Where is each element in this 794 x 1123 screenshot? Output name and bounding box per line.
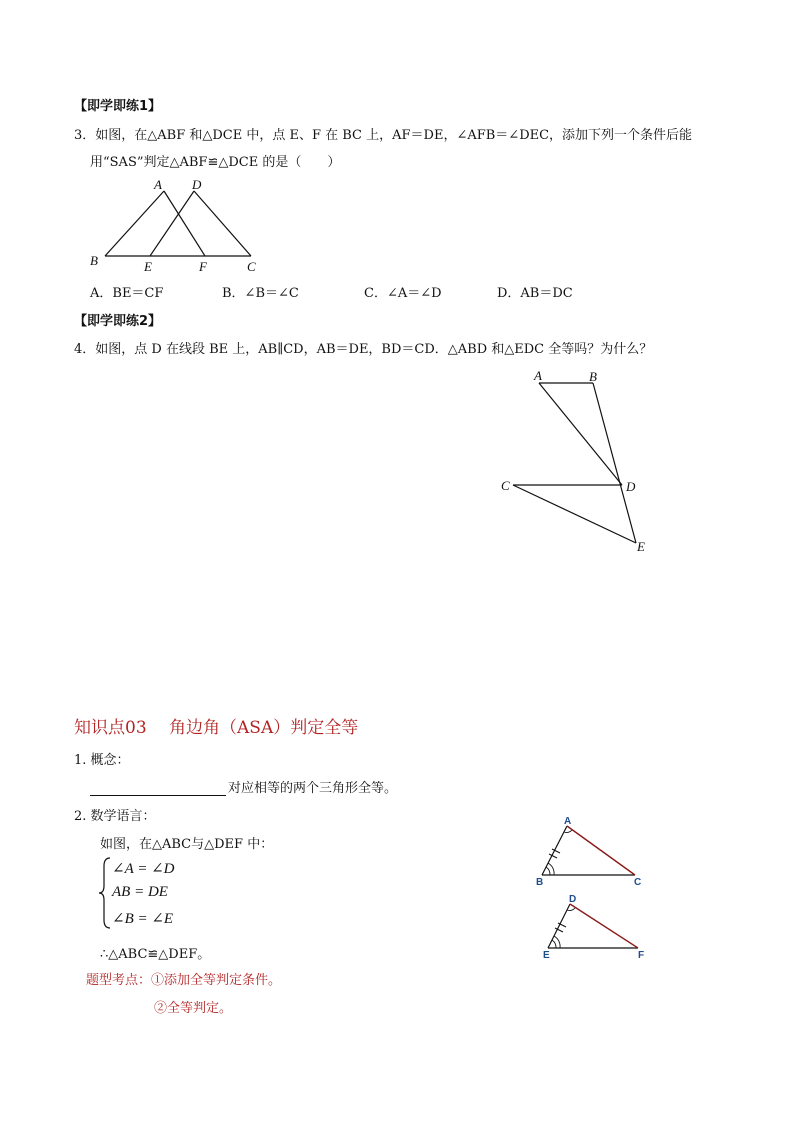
figure-triangles-abf-dce bbox=[85, 175, 275, 275]
label-C: C bbox=[501, 478, 510, 493]
practice-tag-1: 【即学即练1】 bbox=[74, 99, 162, 114]
label-E: E bbox=[543, 950, 550, 961]
exam-point-2: ②全等判定。 bbox=[154, 1001, 233, 1016]
answer-blank[interactable] bbox=[90, 781, 226, 796]
question-4: 4．如图，点 D 在线段 BE 上，AB∥CD，AB＝DE，BD＝CD．△ABD 和△EDC 全等吗？为什么？ bbox=[74, 342, 653, 357]
label-C: C bbox=[247, 259, 256, 274]
label-D: D bbox=[626, 479, 636, 494]
label-F: F bbox=[199, 259, 207, 274]
question-3-line2: 用“SAS”判定△ABF≌△DCE 的是（ ） bbox=[90, 155, 341, 170]
exam-label: 题型考点： bbox=[86, 973, 152, 988]
math-language-title: 2. 数学语言： bbox=[74, 809, 156, 824]
figure-abd-edc bbox=[495, 362, 655, 557]
label-A: A bbox=[534, 368, 542, 383]
left-brace bbox=[98, 856, 112, 930]
condition-2: AB = DE bbox=[112, 884, 168, 900]
option-a: A．BE＝CF bbox=[90, 286, 164, 301]
label-E: E bbox=[144, 259, 152, 274]
option-d: D．AB＝DC bbox=[497, 286, 573, 301]
condition-1: ∠A = ∠D bbox=[112, 861, 175, 877]
label-C: C bbox=[634, 877, 642, 888]
label-D: D bbox=[569, 894, 577, 905]
label-B: B bbox=[589, 369, 597, 384]
exam-points-line1 bbox=[86, 969, 281, 988]
concept-title: 1. 概念： bbox=[74, 753, 130, 768]
question-3-line1: 3．如图，在△ABF 和△DCE 中，点 E、F 在 BC 上，AF＝DE，∠AFB＝∠DEC，添加下列一个条件后能 bbox=[74, 128, 693, 143]
intro-text: 如图，在△ABC与△DEF 中： bbox=[100, 837, 274, 852]
knowledge-heading: 知识点03 角边角（ASA）判定全等 bbox=[74, 718, 359, 738]
figure-asa-triangles bbox=[530, 812, 660, 962]
label-B: B bbox=[536, 877, 544, 888]
option-b: B．∠B＝∠C bbox=[222, 286, 299, 301]
label-F: F bbox=[638, 950, 645, 961]
option-c: C．∠A＝∠D bbox=[364, 286, 442, 301]
label-D: D bbox=[192, 177, 202, 192]
practice-tag-2: 【即学即练2】 bbox=[74, 314, 162, 329]
label-A: A bbox=[154, 177, 162, 192]
condition-3: ∠B = ∠E bbox=[112, 911, 174, 927]
exam-point-1: ①添加全等判定条件。 bbox=[151, 973, 282, 988]
label-E: E bbox=[637, 539, 645, 554]
concept-line bbox=[90, 777, 397, 796]
concept-text: 对应相等的两个三角形全等。 bbox=[228, 781, 398, 796]
conclusion: ∴△ABC≌△DEF。 bbox=[100, 947, 211, 962]
label-B: B bbox=[90, 253, 98, 268]
label-A: A bbox=[564, 816, 572, 827]
